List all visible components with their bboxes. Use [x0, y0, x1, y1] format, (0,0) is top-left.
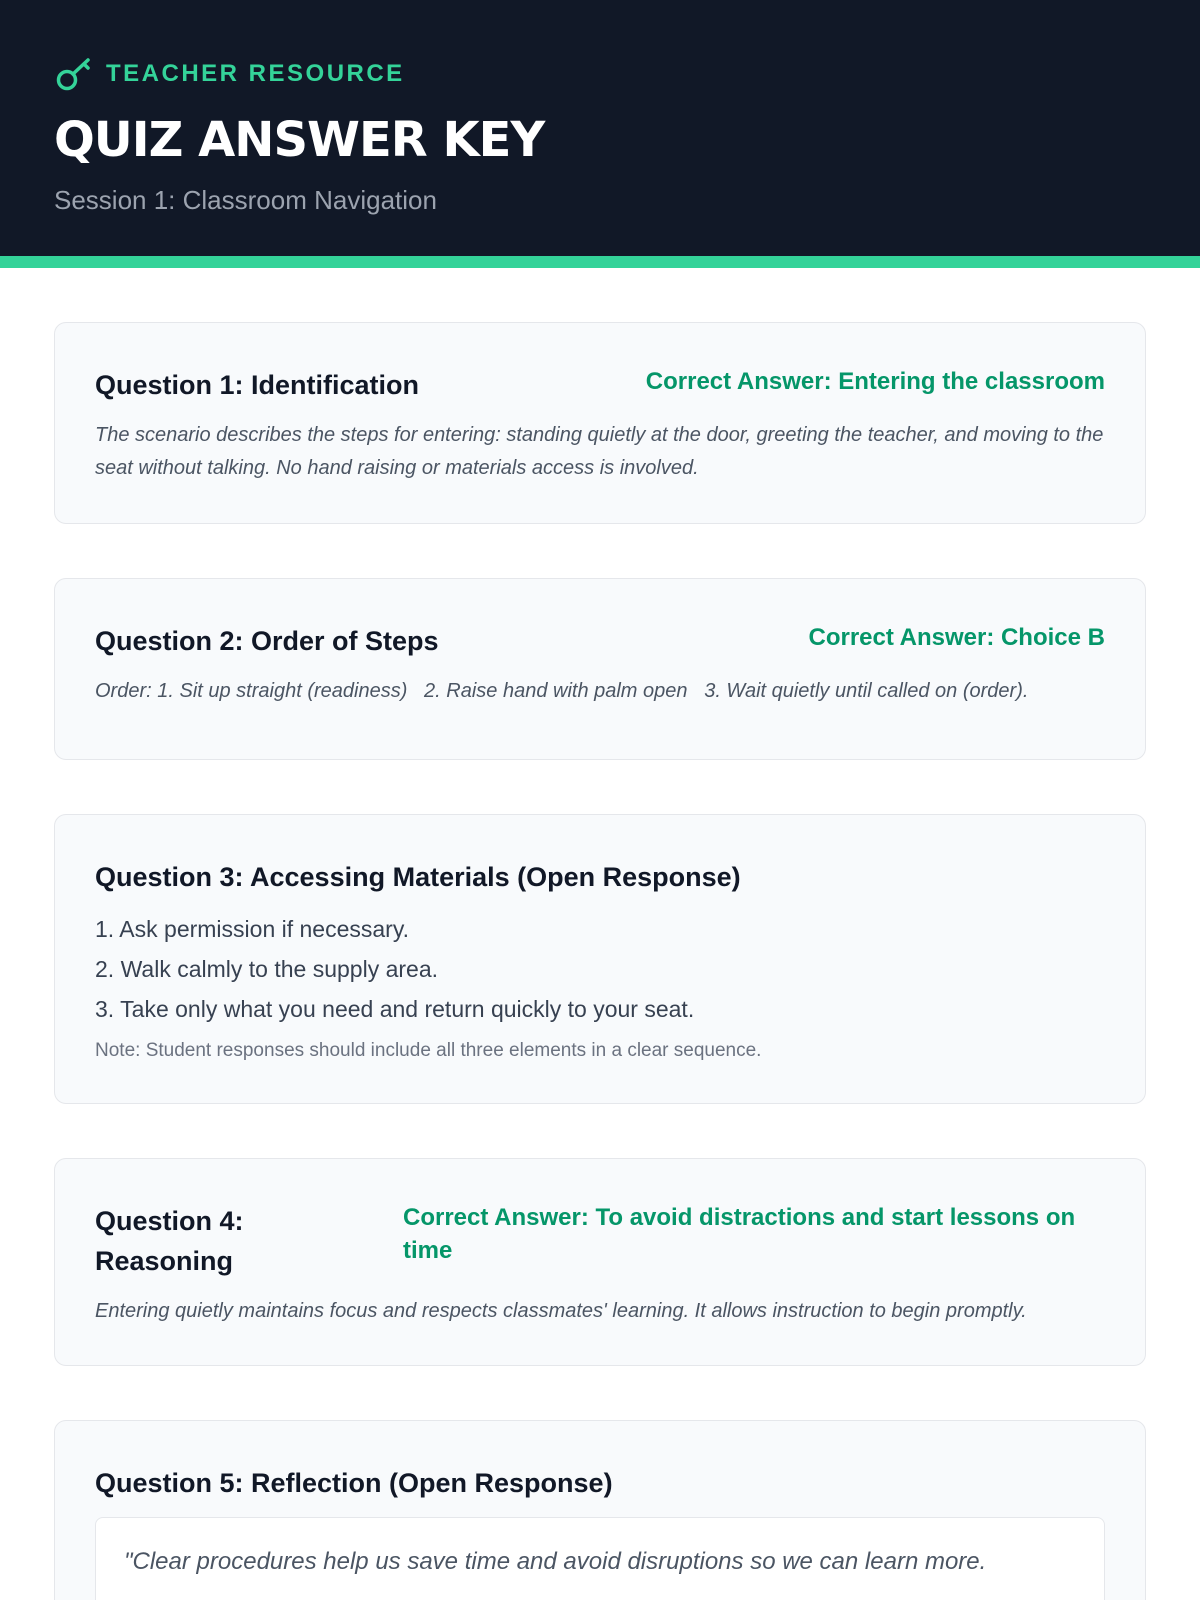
correct-answer: Correct Answer: Choice B	[808, 624, 1105, 651]
question-card-1	[54, 322, 1146, 524]
answer-explanation: Order: 1. Sit up straight (readiness) 2. Raise hand with palm open 3. Wait quietly until called on (order).	[95, 680, 1029, 702]
question-title: Question 3: Accessing Materials (Open Response)	[95, 862, 741, 892]
question-title: Question 5: Reflection (Open Response)	[95, 1468, 613, 1498]
kicker-label: TEACHER RESOURCE	[106, 60, 405, 87]
question-card-5	[54, 1420, 1146, 1600]
list-item: 2. Walk calmly to the supply area.	[95, 956, 439, 982]
list-item: 1. Ask permission if necessary.	[95, 916, 410, 942]
answer-explanation: Entering quietly maintains focus and respects classmates' learning. It allows instruction to begin promptly.	[95, 1300, 1027, 1322]
page-header	[0, 0, 1200, 268]
sample-response-box	[95, 1517, 1105, 1600]
answer-explanation: The scenario describes the steps for entering: standing quietly at the door, greeting the teacher, and moving to the seat without talking. No hand raising or materials access is involved.	[95, 424, 1104, 479]
page-title: QUIZ ANSWER KEY	[54, 112, 545, 168]
key-icon	[54, 54, 94, 94]
question-title: Question 1: Identification	[95, 370, 420, 400]
answer-list	[0, 268, 1200, 1600]
question-title: Question 2: Order of Steps	[95, 626, 439, 656]
question-title: Question 4: Reasoning	[95, 1206, 244, 1276]
question-card-3	[54, 814, 1146, 1104]
sample-response: "Clear procedures help us save time and avoid disruptions so we can learn more.	[124, 1548, 987, 1575]
question-card-2	[54, 578, 1146, 760]
list-item: 3. Take only what you need and return quickly to your seat.	[95, 996, 695, 1022]
response-steps	[95, 909, 1105, 1029]
kicker	[54, 52, 1146, 96]
grading-note: Note: Student responses should include all three elements in a clear sequence.	[95, 1040, 762, 1061]
correct-answer: Correct Answer: Entering the classroom	[645, 368, 1105, 395]
correct-answer: Correct Answer: To avoid distractions and start lessons on time	[403, 1204, 1076, 1264]
question-card-4	[54, 1158, 1146, 1366]
page-subtitle: Session 1: Classroom Navigation	[54, 185, 437, 215]
